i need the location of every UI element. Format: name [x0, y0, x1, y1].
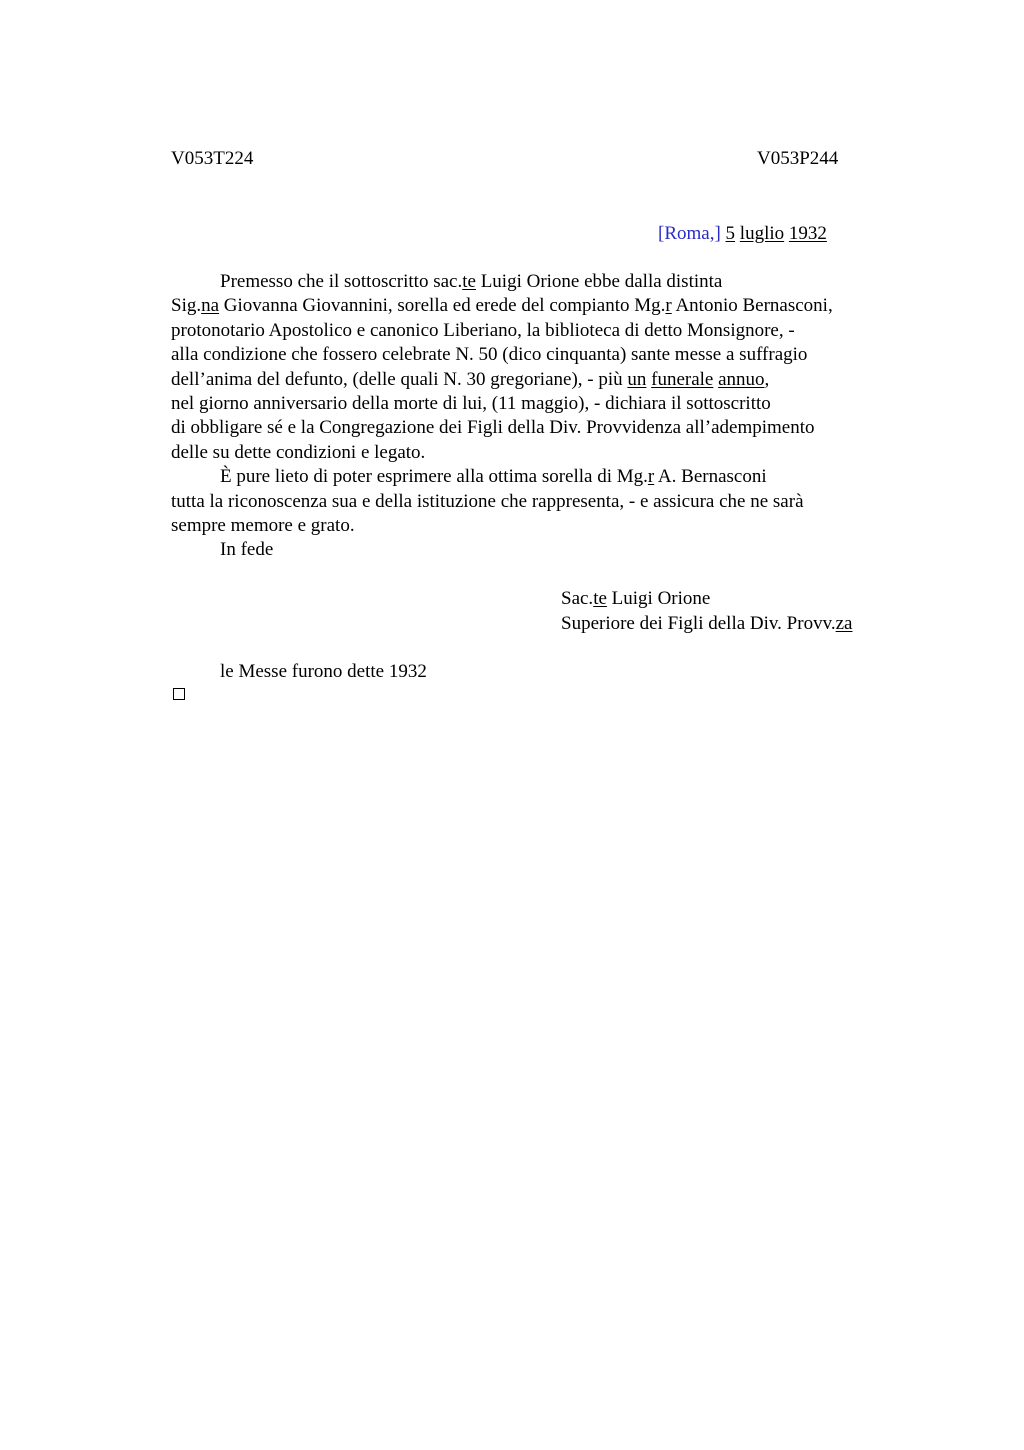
dateline: [658, 222, 827, 246]
abbreviation-superscript: r: [647, 466, 655, 488]
body-line: delle su dette condizioni e legato.: [171, 441, 426, 463]
body-line: nel giorno anniversario della morte di lui, (11 maggio), - dichiara il sottoscritto: [171, 392, 771, 414]
body-line: [171, 465, 911, 489]
body-line: sempre memore e grato.: [171, 514, 355, 536]
text-run: ,: [764, 368, 770, 390]
text-run: dell’anima del defunto, (delle quali N. 30 gregoriane), - più: [171, 368, 628, 390]
empty-checkbox-icon: [173, 688, 185, 700]
underlined-word: funerale: [651, 368, 714, 390]
dateline-place: [Roma,]: [658, 223, 721, 244]
masses-note: le Messe furono dette 1932: [220, 661, 427, 682]
abbreviation-superscript: na: [201, 295, 220, 317]
text-run: Antonio Bernasconi,: [671, 295, 833, 317]
body-line: [171, 270, 911, 294]
text-run: Premesso che il sottoscritto sac.: [220, 271, 463, 292]
text-run: È pure lieto di poter esprimere alla ottima sorella di Mg.: [220, 466, 648, 488]
body-line: protonotario Apostolico e canonico Liberiano, la biblioteca di detto Monsignore, -: [171, 319, 795, 341]
text-run: Superiore dei Figli della Div. Provv.: [561, 612, 836, 634]
abbreviation-superscript: za: [835, 612, 853, 634]
signature-title: [561, 612, 852, 637]
abbreviation-superscript: te: [462, 271, 476, 292]
dateline-day: 5: [725, 223, 736, 244]
dateline-year: 1932: [788, 223, 827, 244]
text-run: A. Bernasconi: [654, 466, 767, 488]
document-code-right: V053P244: [757, 148, 839, 169]
closing-formula: In fede: [220, 539, 274, 561]
signature-block: [561, 587, 852, 636]
signature-name: [561, 587, 852, 612]
document-code-left: V053T224: [171, 148, 254, 169]
body-line: [171, 368, 911, 392]
abbreviation-superscript: te: [593, 588, 607, 609]
body-line: di obbligare sé e la Congregazione dei Figli della Div. Provvidenza all’adempimento: [171, 417, 815, 439]
dateline-month: luglio: [739, 223, 785, 244]
body-line: alla condizione che fossero celebrate N. 50 (dico cinquanta) sante messe a suffragio: [171, 344, 808, 366]
text-run: Sig.: [171, 295, 202, 317]
body-line: [171, 294, 911, 318]
underlined-word: annuo: [718, 368, 765, 390]
text-run: Luigi Orione: [606, 588, 711, 609]
text-run: Luigi Orione ebbe dalla distinta: [475, 271, 723, 292]
letter-body: [171, 270, 911, 563]
text-run: Sac.: [561, 588, 594, 609]
body-line: tutta la riconoscenza sua e della istituzione che rappresenta, - e assicura che ne sarà: [171, 490, 804, 512]
abbreviation-superscript: r: [665, 295, 672, 317]
underlined-word: un: [627, 368, 647, 390]
text-run: Giovanna Giovannini, sorella ed erede del compianto Mg.: [219, 295, 666, 317]
